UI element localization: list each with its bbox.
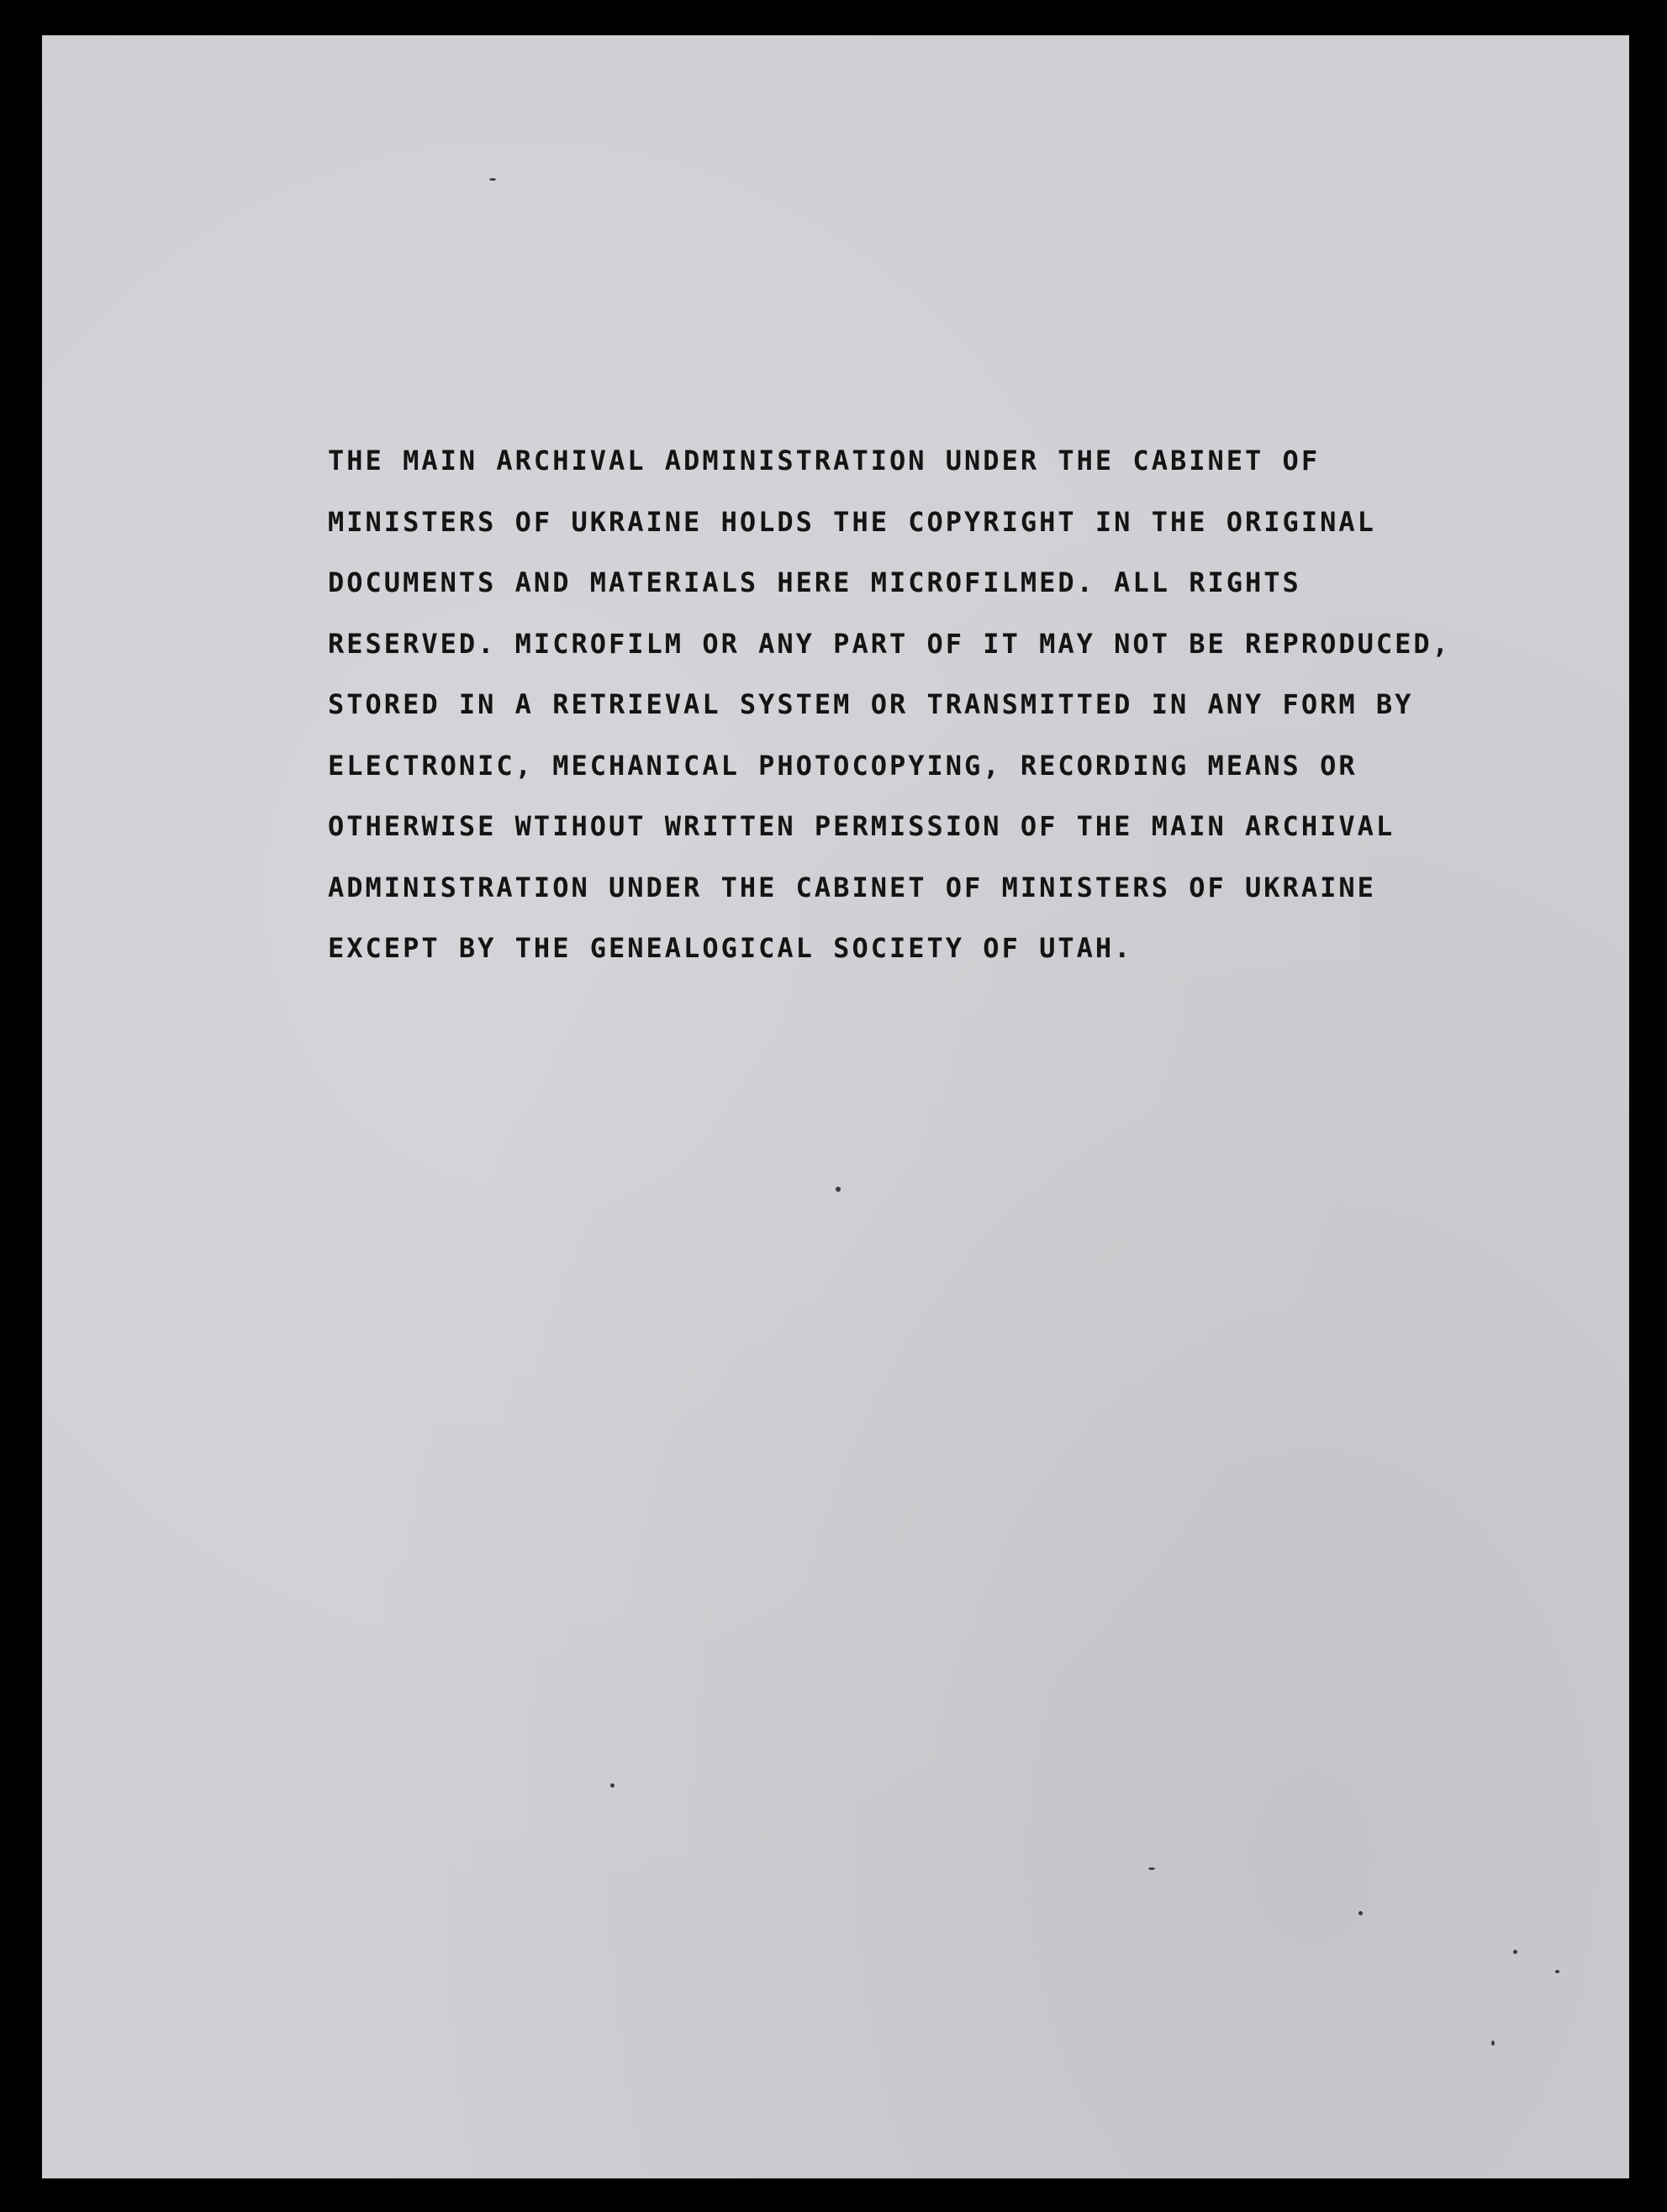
notice-line-7: OTHERWISE WTIHOUT WRITTEN PERMISSION OF THE MAIN ARCHIVAL — [328, 810, 1395, 842]
dust-speck — [1148, 1867, 1155, 1870]
notice-line-8: ADMINISTRATION UNDER THE CABINET OF MINISTERS OF UKRAINE — [328, 871, 1376, 903]
notice-line-5: STORED IN A RETRIEVAL SYSTEM OR TRANSMITTED IN ANY FORM BY — [328, 688, 1414, 720]
notice-line-3: DOCUMENTS AND MATERIALS HERE MICROFILMED. ALL RIGHTS — [328, 566, 1301, 598]
notice-line-6: ELECTRONIC, MECHANICAL PHOTOCOPYING, RECORDING MEANS OR — [328, 749, 1358, 782]
notice-line-1: THE MAIN ARCHIVAL ADMINISTRATION UNDER THE CABINET OF — [328, 445, 1321, 477]
notice-line-4: RESERVED. MICROFILM OR ANY PART OF IT MAY NOT BE REPRODUCED, — [328, 627, 1451, 660]
copyright-notice — [328, 430, 1555, 979]
microfilm-page — [42, 35, 1629, 2178]
dust-speck — [1513, 1950, 1517, 1954]
dust-speck — [610, 1783, 615, 1788]
dust-speck — [1491, 2041, 1495, 2046]
dust-speck — [489, 178, 496, 181]
notice-line-9: EXCEPT BY THE GENEALOGICAL SOCIETY OF UTAH. — [328, 932, 1133, 964]
dust-speck — [1555, 1970, 1559, 1973]
dust-speck — [1358, 1911, 1363, 1915]
notice-line-2: MINISTERS OF UKRAINE HOLDS THE COPYRIGHT IN THE ORIGINAL — [328, 505, 1376, 538]
dust-speck — [836, 1187, 841, 1192]
